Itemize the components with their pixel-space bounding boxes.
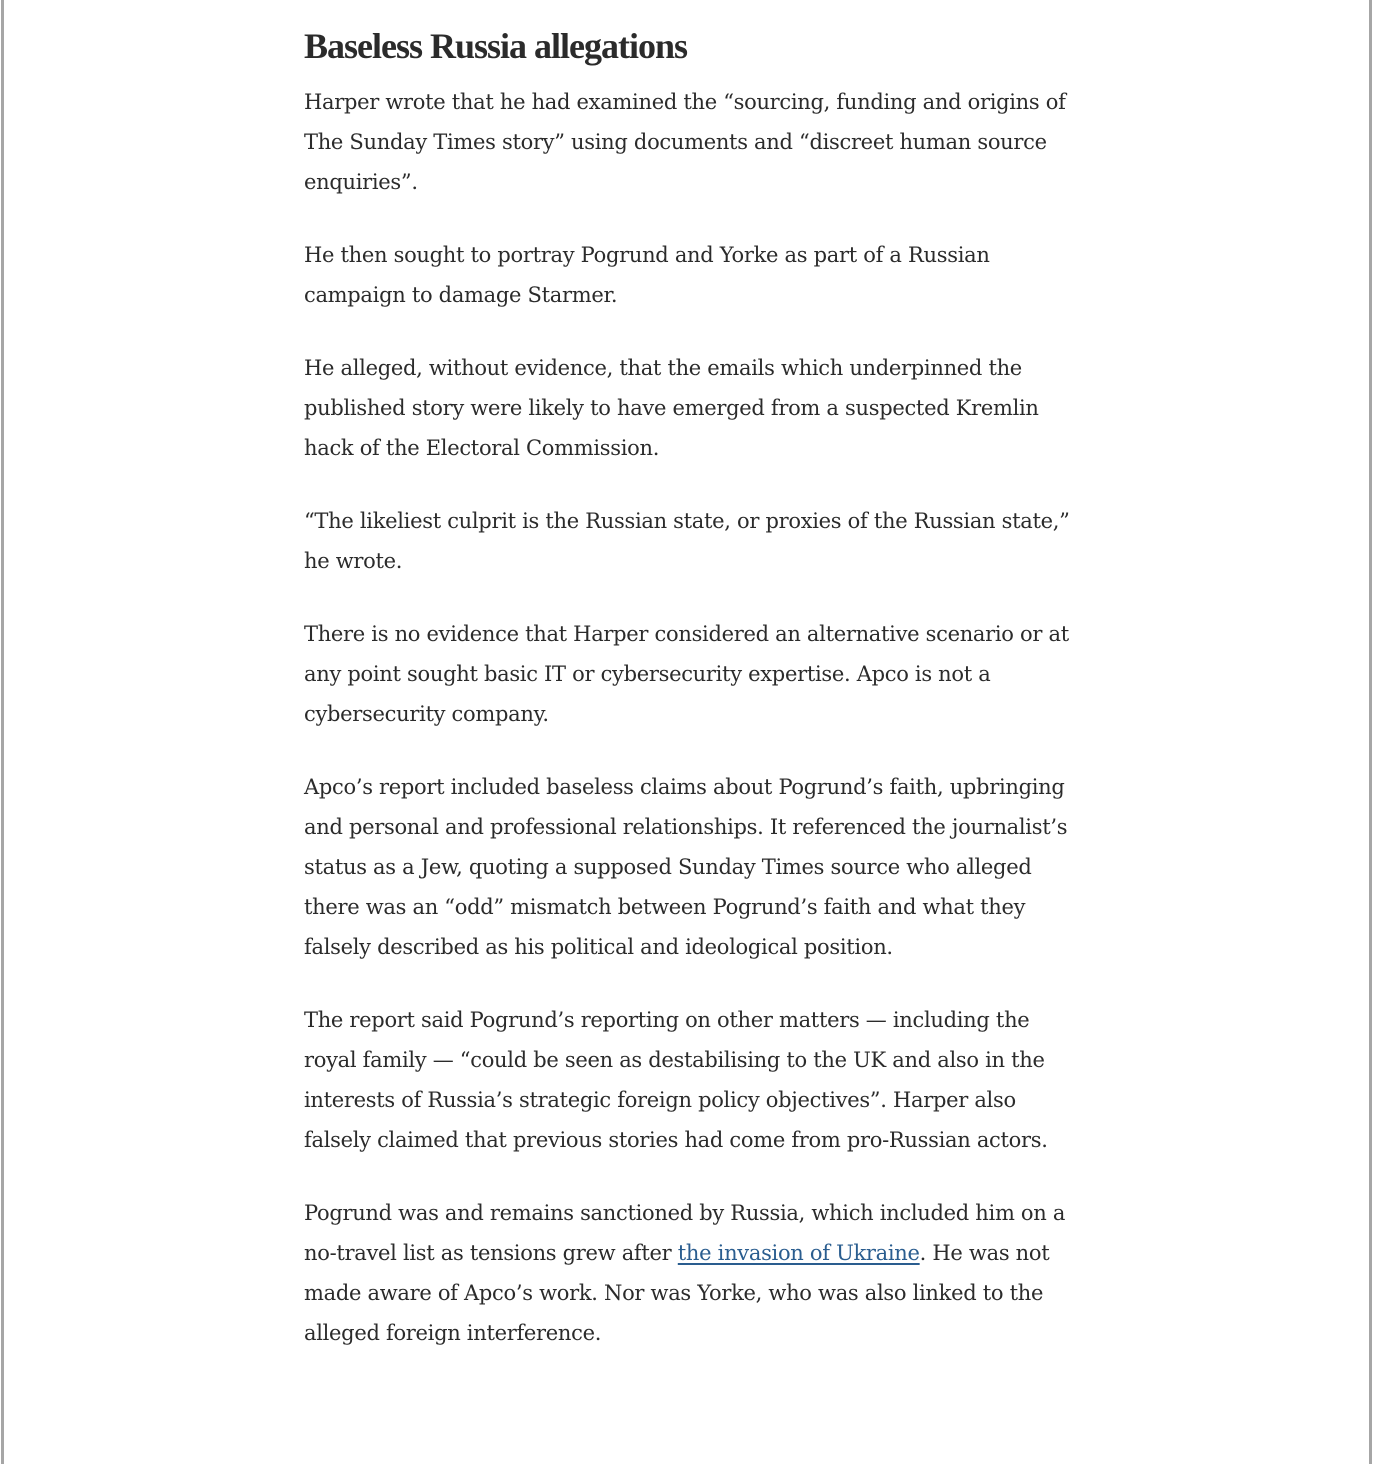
paragraph-sourcing: Harper wrote that he had examined the “sourcing, funding and origins of The Sunday Times story” using documents and “discreet human source enquiries”. xyxy=(304,90,1066,194)
paragraph-royal-family: The report said Pogrund’s reporting on other matters — including the royal family — “could be seen as destabilising to the UK and also in the interests of Russia’s strategic foreign policy objectives”. Harper also falsely claimed that previous stories had come from pro-Russian actors. xyxy=(304,1008,1048,1152)
paragraph-sanctioned-after: . He was not made aware of Apco’s work. Nor was Yorke, who was also linked to the alleged foreign interference. xyxy=(304,1241,1050,1345)
article-body xyxy=(304,22,1074,1386)
paragraph-sanctioned xyxy=(304,1193,1074,1353)
paragraph-no-evidence: There is no evidence that Harper considered an alternative scenario or at any point sought basic IT or cybersecurity expertise. Apco is not a cybersecurity company. xyxy=(304,622,1069,726)
window-frame-left xyxy=(1,0,4,1464)
section-heading: Baseless Russia allegations xyxy=(304,26,688,66)
paragraph-faith-claims: Apco’s report included baseless claims about Pogrund’s faith, upbringing and personal and professional relationships. It referenced the journalist’s status as a Jew, quoting a supposed Sunday Times source who alleged there was an “odd” mismatch between Pogrund’s faith and what they falsely described as his political and ideological position. xyxy=(304,775,1068,959)
paragraph-russian-campaign: He then sought to portray Pogrund and Yorke as part of a Russian campaign to damage Starmer. xyxy=(304,243,990,307)
paragraph-sanctioned-before: Pogrund was and remains sanctioned by Russia, which included him on a no-travel list as tensions grew after xyxy=(304,1201,1066,1265)
invasion-of-ukraine-link[interactable]: the invasion of Ukraine xyxy=(677,1241,920,1265)
window-frame-right xyxy=(1369,0,1372,1464)
paragraph-emails-allegation: He alleged, without evidence, that the emails which underpinned the published story were likely to have emerged from a suspected Kremlin hack of the Electoral Commission. xyxy=(304,356,1039,460)
paragraph-quote-culprit: “The likeliest culprit is the Russian state, or proxies of the Russian state,” he wrote. xyxy=(304,509,1070,573)
